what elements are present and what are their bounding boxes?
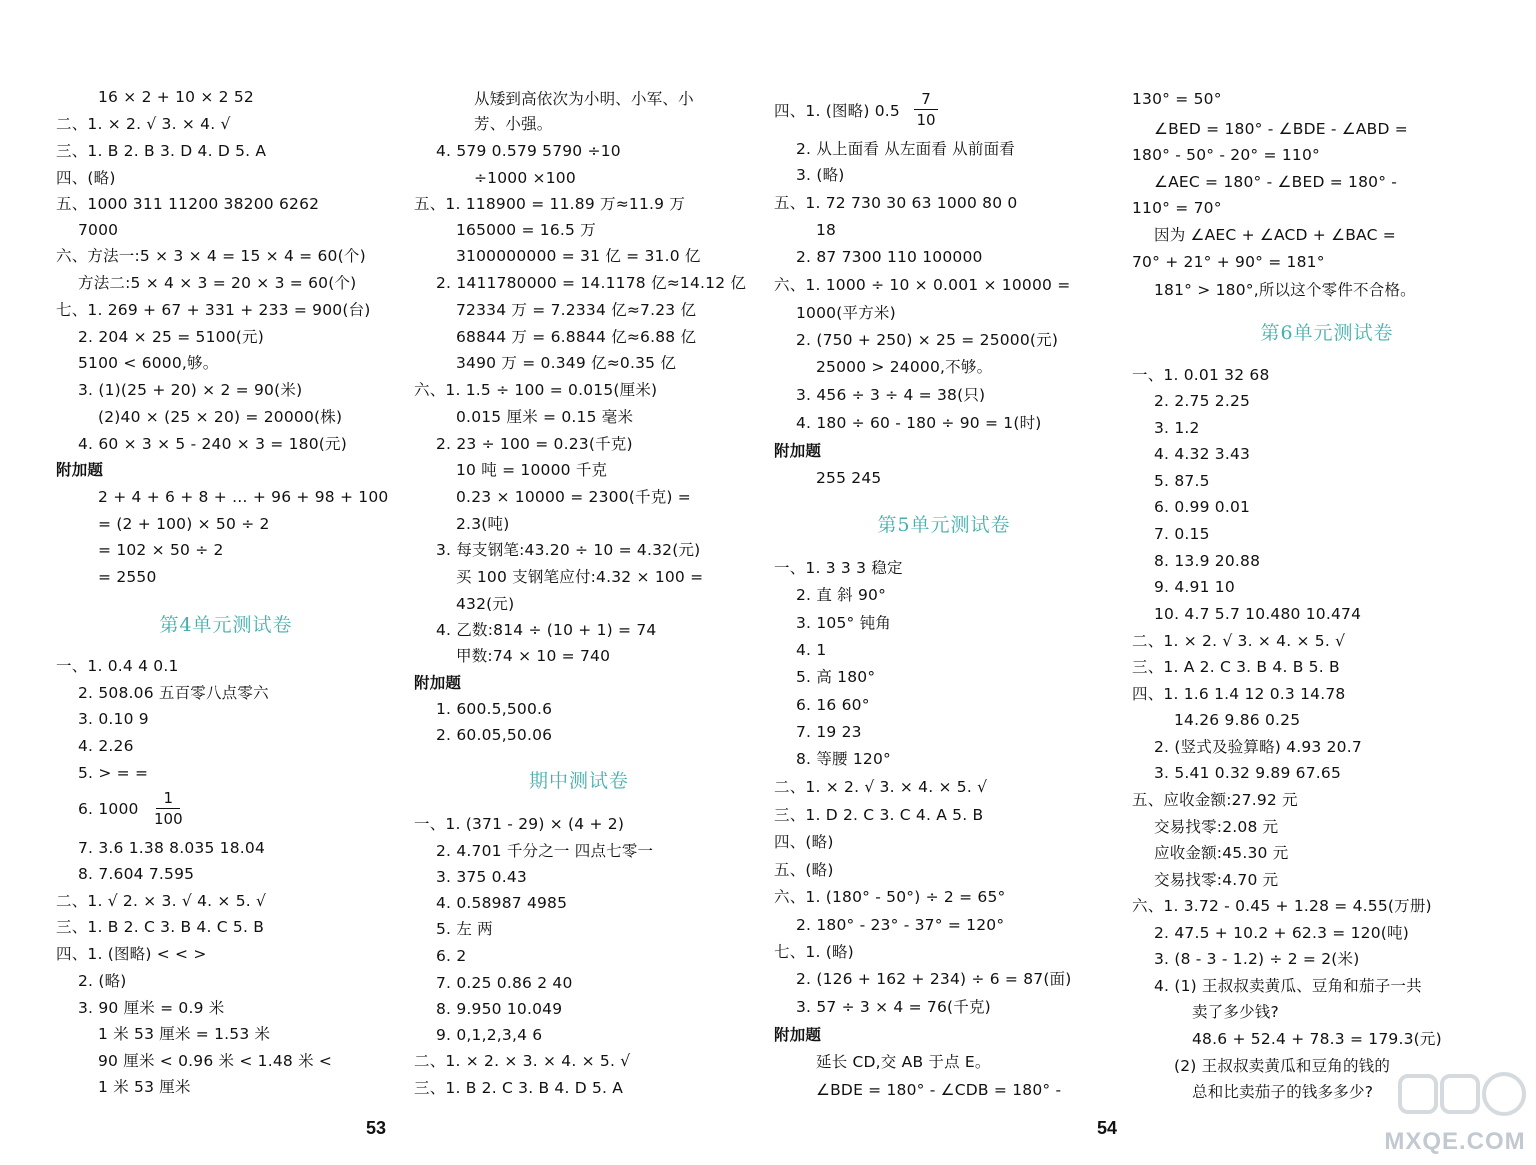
answer-line: 2. (竖式及验算略) 4.93 20.7 — [1154, 738, 1362, 756]
answer-line: 六、方法一:5 × 3 × 4 = 15 × 4 = 60(个) — [56, 247, 366, 265]
answer-line: 3. 1.2 — [1154, 419, 1200, 437]
answer-line: 90 厘米 < 0.96 米 < 1.48 米 < — [98, 1052, 333, 1070]
answer-line: 5. 87.5 — [1154, 472, 1210, 490]
answer-line: 1 米 53 厘米 = 1.53 米 — [98, 1025, 271, 1043]
answer-line: 总和比卖茄子的钱多多少? — [1192, 1083, 1374, 1101]
answer-line: 五、1000 311 11200 38200 6262 — [56, 195, 320, 213]
answer-line: ∠AEC = 180° - ∠BED = 180° - — [1154, 173, 1398, 191]
answer-line: 2. 23 ÷ 100 = 0.23(千克) — [436, 435, 633, 453]
answer-line: 七、1. 269 + 67 + 331 + 233 = 900(台) — [56, 301, 371, 319]
answer-line: 8. 7.604 7.595 — [78, 865, 195, 883]
page-number-left: 53 — [366, 1118, 387, 1138]
answer-line: 四、1. (图略) 0.5 — [774, 102, 900, 120]
answer-line: 6. 0.99 0.01 — [1154, 498, 1251, 516]
answer-line: 72334 万 = 7.2334 亿≈7.23 亿 — [456, 301, 697, 319]
fraction-numerator: 1 — [163, 789, 174, 807]
answer-line: 交易找零:2.08 元 — [1154, 818, 1279, 836]
answer-line: 6. 16 60° — [796, 696, 870, 714]
answer-line: 五、(略) — [774, 861, 834, 879]
answer-line: 一、1. 0.01 32 68 — [1132, 366, 1270, 384]
answer-line: 16 × 2 + 10 × 2 52 — [98, 88, 254, 106]
answer-line: 2. 47.5 + 10.2 + 62.3 = 120(吨) — [1154, 924, 1409, 942]
answer-line: 4. 4.32 3.43 — [1154, 445, 1251, 463]
answer-line: 68844 万 = 6.8844 亿≈6.88 亿 — [456, 328, 697, 346]
answer-line: 3. (1)(25 + 20) × 2 = 90(米) — [78, 381, 303, 399]
answer-line: ∠BDE = 180° - ∠CDB = 180° - — [816, 1081, 1062, 1099]
fraction — [914, 90, 938, 129]
answer-line: = 102 × 50 ÷ 2 — [98, 541, 224, 559]
answer-line: 方法二:5 × 4 × 3 = 20 × 3 = 60(个) — [78, 274, 357, 292]
answer-line: 三、1. B 2. C 3. B 4. C 5. B — [56, 918, 265, 936]
answer-line: 交易找零:4.70 元 — [1154, 871, 1279, 889]
answer-line: = 2550 — [98, 568, 157, 586]
answer-line: 255 245 — [816, 469, 882, 487]
answer-line: 3. 5.41 0.32 9.89 67.65 — [1154, 764, 1342, 782]
answer-line: 四、1. (图略) < < > — [56, 945, 207, 963]
answer-line: 因为 ∠AEC + ∠ACD + ∠BAC = — [1154, 226, 1396, 244]
answer-line: 8. 9.950 10.049 — [436, 1000, 563, 1018]
answer-line: 432(元) — [456, 595, 515, 613]
fraction-bar — [914, 109, 938, 110]
answer-line: 五、应收金额:27.92 元 — [1132, 791, 1298, 809]
answer-line: 3100000000 = 31 亿 = 31.0 亿 — [456, 247, 701, 265]
answer-line: 9. 0,1,2,3,4 6 — [436, 1026, 543, 1044]
answer-line: 3. 0.10 9 — [78, 710, 149, 728]
answer-line: 3. 456 ÷ 3 ÷ 4 = 38(只) — [796, 386, 986, 404]
answer-line: 180° - 50° - 20° = 110° — [1132, 146, 1320, 164]
answer-line: 0.23 × 10000 = 2300(千克) = — [456, 488, 691, 506]
answer-line: 4. 乙数:814 ÷ (10 + 1) = 74 — [436, 621, 657, 639]
answer-line: 2. (750 + 250) × 25 = 25000(元) — [796, 331, 1059, 349]
answer-line: 8. 等腰 120° — [796, 750, 891, 768]
answer-line: 6. 2 — [436, 947, 467, 965]
answer-line: 2. 直 斜 90° — [796, 586, 887, 604]
answer-line: 五、1. 118900 = 11.89 万≈11.9 万 — [414, 195, 686, 213]
answer-line: 3. (略) — [796, 166, 845, 184]
answer-line: 一、1. (371 - 29) × (4 + 2) — [414, 815, 625, 833]
answer-line: 7. 19 23 — [796, 723, 862, 741]
answer-line: 五、1. 72 730 30 63 1000 80 0 — [774, 194, 1018, 212]
fraction-bar — [156, 808, 180, 809]
fraction — [154, 789, 183, 828]
answer-line: 2. 60.05,50.06 — [436, 726, 553, 744]
answer-line: = (2 + 100) × 50 ÷ 2 — [98, 515, 270, 533]
answer-line: 4. 60 × 3 × 5 - 240 × 3 = 180(元) — [78, 435, 347, 453]
answer-line: 4. (1) 王叔叔卖黄瓜、豆角和茄子一共 — [1154, 977, 1422, 995]
answer-line: 三、1. B 2. C 3. B 4. D 5. A — [414, 1079, 624, 1097]
answer-line: 2.3(吨) — [456, 515, 510, 533]
answer-line: 2. 从上面看 从左面看 从前面看 — [796, 140, 1015, 158]
answer-line: 延长 CD,交 AB 于点 E。 — [816, 1053, 991, 1071]
fraction-numerator: 7 — [921, 90, 931, 108]
answer-line: 1. 600.5,500.6 — [436, 700, 553, 718]
bonus-heading: 附加题 — [774, 442, 822, 460]
answer-line: 二、1. √ 2. × 3. √ 4. × 5. √ — [56, 892, 267, 910]
answer-line: 二、1. × 2. √ 3. × 4. √ — [56, 115, 231, 133]
answer-line: 应收金额:45.30 元 — [1154, 844, 1289, 862]
answer-line: 二、1. × 2. √ 3. × 4. × 5. √ — [1132, 632, 1346, 650]
answer-line: 7000 — [78, 221, 119, 239]
bonus-heading: 附加题 — [56, 461, 104, 479]
answer-line: 甲数:74 × 10 = 740 — [456, 647, 611, 665]
answer-line: 5. 高 180° — [796, 668, 876, 686]
answer-line: 1000(平方米) — [796, 304, 896, 322]
answer-line: 4. 2.26 — [78, 737, 134, 755]
answer-line: 4. 579 0.579 5790 ÷10 — [436, 142, 621, 160]
answer-line: 5. > = = — [78, 764, 149, 782]
answer-line: 七、1. (略) — [774, 943, 854, 961]
answer-line: 2. 508.06 五百零八点零六 — [78, 684, 269, 702]
answer-line: 2. (略) — [78, 972, 127, 990]
answer-line: 三、1. D 2. C 3. C 4. A 5. B — [774, 806, 984, 824]
answer-line: 2. 180° - 23° - 37° = 120° — [796, 916, 1005, 934]
answer-line: 3. 90 厘米 = 0.9 米 — [78, 999, 225, 1017]
answer-line: 四、(略) — [56, 169, 116, 187]
section-title: 第4单元测试卷 — [159, 614, 293, 636]
answer-line: 2. 204 × 25 = 5100(元) — [78, 328, 264, 346]
answer-line: 六、1. 1000 ÷ 10 × 0.001 × 10000 = — [774, 276, 1071, 294]
section-title: 第5单元测试卷 — [877, 514, 1011, 536]
answer-line: 2. (126 + 162 + 234) ÷ 6 = 87(面) — [796, 970, 1072, 988]
answer-line: 二、1. × 2. √ 3. × 4. × 5. √ — [774, 778, 988, 796]
answer-line: 卖了多少钱? — [1192, 1003, 1279, 1021]
answer-line: 0.015 厘米 = 0.15 毫米 — [456, 408, 634, 426]
answer-line: 25000 > 24000,不够。 — [816, 358, 993, 376]
section-title: 第6单元测试卷 — [1260, 322, 1394, 344]
answer-line: 芳、小强。 — [474, 115, 553, 133]
answer-line: 3. 105° 钝角 — [796, 614, 891, 632]
answer-line: 3. 375 0.43 — [436, 868, 527, 886]
fraction-denominator: 100 — [154, 810, 183, 828]
answer-line: 181° > 180°,所以这个零件不合格。 — [1154, 281, 1416, 299]
answer-line: 一、1. 0.4 4 0.1 — [56, 657, 179, 675]
answer-line: 14.26 9.86 0.25 — [1174, 711, 1301, 729]
answer-line: (2)40 × (25 × 20) = 20000(株) — [98, 408, 343, 426]
answer-line: 六、1. (180° - 50°) ÷ 2 = 65° — [774, 888, 1006, 906]
answer-line: 4. 0.58987 4985 — [436, 894, 568, 912]
answer-line: 5. 左 两 — [436, 920, 493, 938]
answer-line: 四、(略) — [774, 833, 834, 851]
answer-line: 一、1. 3 3 3 稳定 — [774, 559, 903, 577]
answer-line: 三、1. B 2. B 3. D 4. D 5. A — [56, 142, 267, 160]
answer-line: 9. 4.91 10 — [1154, 578, 1235, 596]
answer-line: 10. 4.7 5.7 10.480 10.474 — [1154, 605, 1362, 623]
answer-line: 2. 2.75 2.25 — [1154, 392, 1251, 410]
answer-line: 18 — [816, 221, 837, 239]
answer-line: 110° = 70° — [1132, 199, 1222, 217]
answer-line: 三、1. A 2. C 3. B 4. B 5. B — [1132, 658, 1340, 676]
answer-line: 7. 0.25 0.86 2 40 — [436, 974, 573, 992]
answer-line: 48.6 + 52.4 + 78.3 = 179.3(元) — [1192, 1030, 1442, 1048]
answer-line: 四、1. 1.6 1.4 12 0.3 14.78 — [1132, 685, 1346, 703]
answer-line: 买 100 支钢笔应付:4.32 × 100 = — [456, 568, 704, 586]
bonus-heading: 附加题 — [774, 1026, 822, 1044]
answer-line: 3. 57 ÷ 3 × 4 = 76(千克) — [796, 998, 991, 1016]
answer-line: 8. 13.9 20.88 — [1154, 552, 1261, 570]
answer-line: 5100 < 6000,够。 — [78, 354, 219, 372]
answer-line: 3. 每支钢笔:43.20 ÷ 10 = 4.32(元) — [436, 541, 701, 559]
answer-line: 2. 4.701 千分之一 四点七零一 — [436, 842, 654, 860]
answer-line: 2 + 4 + 6 + 8 + … + 96 + 98 + 100 — [98, 488, 389, 506]
answer-line: 10 吨 = 10000 千克 — [456, 461, 608, 479]
answer-line: (2) 王叔叔卖黄瓜和豆角的钱的 — [1174, 1057, 1391, 1075]
section-title: 期中测试卷 — [528, 770, 629, 792]
watermark-text: MXQE.COM — [1384, 1128, 1526, 1155]
answer-line: 4. 1 — [796, 641, 827, 659]
answer-line: 70° + 21° + 90° = 181° — [1132, 253, 1325, 271]
answer-line: 二、1. × 2. × 3. × 4. × 5. √ — [414, 1052, 631, 1070]
answer-line: 1 米 53 厘米 — [98, 1078, 191, 1096]
answer-line: 六、1. 1.5 ÷ 100 = 0.015(厘米) — [414, 381, 658, 399]
fraction-denominator: 10 — [916, 111, 936, 129]
answer-line: 165000 = 16.5 万 — [456, 221, 596, 239]
answer-line: 六、1. 3.72 - 0.45 + 1.28 = 4.55(万册) — [1132, 897, 1432, 915]
answer-line: 6. 1000 — [78, 800, 139, 818]
answer-line: ÷1000 ×100 — [474, 169, 576, 187]
answer-line: 7. 0.15 — [1154, 525, 1210, 543]
answer-line: 从矮到高依次为小明、小军、小 — [474, 90, 694, 108]
answer-line: 130° = 50° — [1132, 90, 1222, 108]
answer-line: 2. 87 7300 110 100000 — [796, 248, 983, 266]
bonus-heading: 附加题 — [414, 674, 462, 692]
answer-line: 3490 万 = 0.349 亿≈0.35 亿 — [456, 354, 677, 372]
answer-line: 2. 1411780000 = 14.1178 亿≈14.12 亿 — [436, 274, 747, 292]
answer-line: 4. 180 ÷ 60 - 180 ÷ 90 = 1(时) — [796, 414, 1042, 432]
answer-line: 3. (8 - 3 - 1.2) ÷ 2 = 2(米) — [1154, 950, 1360, 968]
page-number-right: 54 — [1097, 1118, 1118, 1138]
answer-line: ∠BED = 180° - ∠BDE - ∠ABD = — [1154, 120, 1408, 138]
answer-line: 7. 3.6 1.38 8.035 18.04 — [78, 839, 266, 857]
